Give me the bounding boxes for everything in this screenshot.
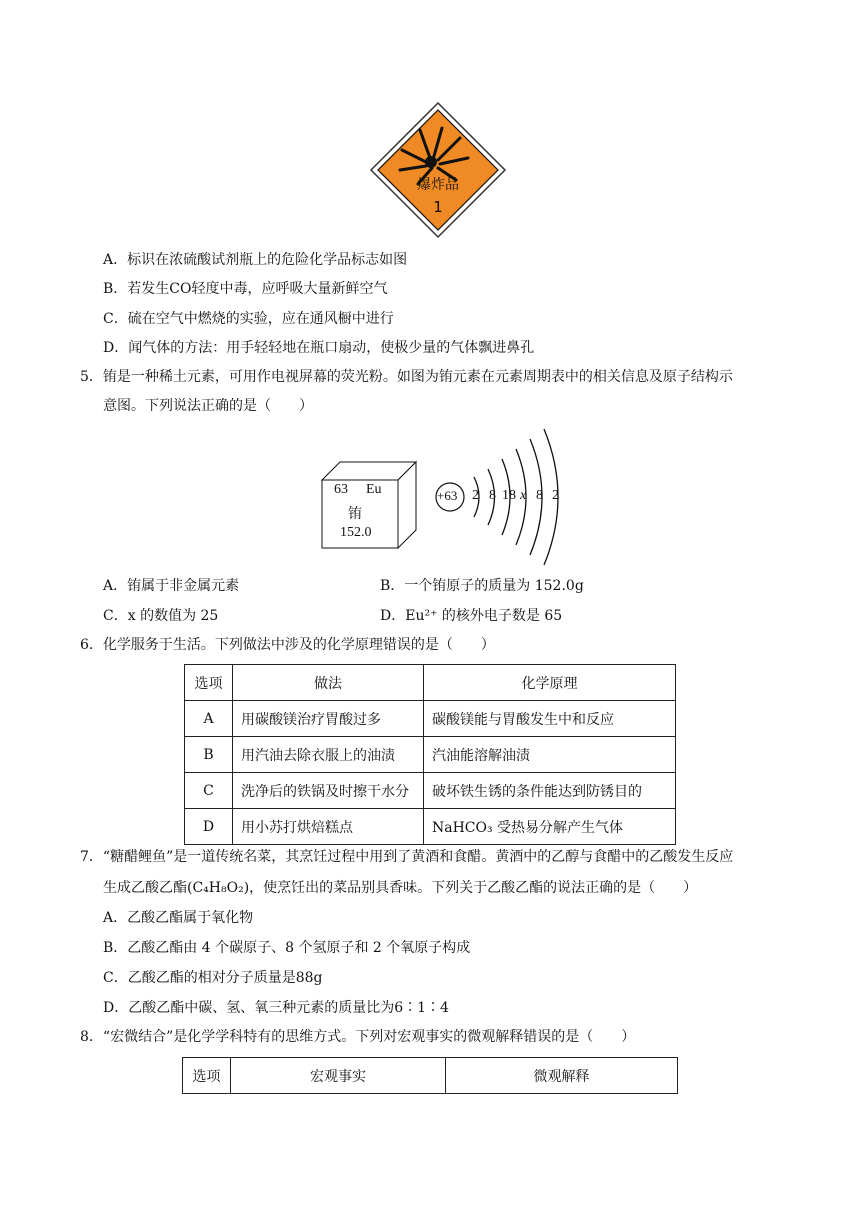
table-header-cell: 选项	[183, 1058, 231, 1094]
table-cell: C	[185, 773, 233, 809]
q7-option-c: C．乙酸乙酯的相对分子质量是88g	[103, 970, 323, 986]
q5-option-c: C．x 的数值为 25	[103, 608, 219, 624]
table-header-cell: 宏观事实	[231, 1058, 446, 1094]
q7-option-a: A．乙酸乙酯属于氧化物	[103, 910, 254, 926]
table-header-cell: 选项	[185, 665, 233, 701]
q5-stem-line1: 5．铕是一种稀土元素，可用作电视屏幕的荧光粉。如图为铕元素在元素周期表中的相关信息及原子结构示	[80, 369, 733, 385]
hazard-sign	[368, 100, 508, 240]
q7-stem-line1: 7．“糖醋鲤鱼”是一道传统名菜，其烹饪过程中用到了黄酒和食醋。黄酒中的乙醇与食醋中的乙酸发生反应	[80, 849, 734, 865]
table-cell: B	[185, 737, 233, 773]
table-row	[185, 701, 676, 737]
table-cell: 用碳酸镁治疗胃酸过多	[233, 701, 424, 737]
q4-option-a: A．标识在浓硫酸试剂瓶上的危险化学品标志如图	[103, 252, 408, 268]
hazard-number: 1	[433, 198, 443, 216]
element-symbol: Eu	[366, 482, 382, 497]
table-cell: 用汽油去除衣服上的油渍	[233, 737, 424, 773]
table-header-row	[185, 665, 676, 701]
explosive-hazard-icon	[368, 100, 508, 240]
q5-stem-line2: 意图。下列说法正确的是（ ）	[103, 398, 313, 414]
q7-option-d: D．乙酸乙酯中碳、氢、氧三种元素的质量比为6∶1∶4	[103, 1000, 449, 1016]
table-row	[185, 809, 676, 845]
atom-nucleus: +63	[437, 488, 458, 503]
q5-option-b: B．一个铕原子的质量为 152.0g	[380, 578, 584, 594]
q7-option-b: B．乙酸乙酯由 4 个碳原子、8 个氢原子和 2 个氧原子构成	[103, 940, 471, 956]
table-cell: 洗净后的铁锅及时擦干水分	[233, 773, 424, 809]
shell-3: 18	[502, 488, 516, 503]
q8-stem: 8．“宏微结合”是化学学科特有的思维方式。下列对宏观事实的微观解释错误的是（ ）	[80, 1029, 636, 1045]
table-cell: A	[185, 701, 233, 737]
table-cell: 汽油能溶解油渍	[424, 737, 676, 773]
q7-stem-line2: 生成乙酸乙酯(C₄H₈O₂)，使烹饪出的菜品别具香味。下列关于乙酸乙酯的说法正确的是（ ）	[103, 880, 698, 896]
q8-table	[182, 1057, 678, 1094]
element-cube	[320, 460, 420, 550]
element-mass: 152.0	[340, 525, 372, 540]
q5-option-d: D．Eu²⁺ 的核外电子数是 65	[380, 608, 563, 624]
atom-structure	[432, 425, 572, 570]
table-cell: 用小苏打烘焙糕点	[233, 809, 424, 845]
q6-table	[184, 664, 676, 845]
q4-option-d: D．闻气体的方法：用手轻轻地在瓶口扇动，使极少量的气体飘进鼻孔	[103, 340, 535, 356]
table-cell: NaHCO₃ 受热易分解产生气体	[424, 809, 676, 845]
table-row	[185, 773, 676, 809]
q6-stem: 6．化学服务于生活。下列做法中涉及的化学原理错误的是（ ）	[80, 637, 495, 653]
element-atomic-number: 63	[334, 482, 348, 497]
table-header-cell: 做法	[233, 665, 424, 701]
table-cell: D	[185, 809, 233, 845]
hazard-label: 爆炸品	[417, 177, 459, 193]
table-cell: 碳酸镁能与胃酸发生中和反应	[424, 701, 676, 737]
q5-options-row1	[103, 576, 703, 596]
q5-options-row2	[103, 606, 703, 626]
shell-6: 2	[552, 488, 559, 503]
shell-5: 8	[536, 488, 543, 503]
shell-2: 8	[489, 488, 496, 503]
q5-option-a: A．铕属于非金属元素	[103, 578, 240, 594]
shell-4: x	[520, 488, 527, 503]
q4-option-c: C．硫在空气中燃烧的实验，应在通风橱中进行	[103, 311, 394, 327]
q4-option-b: B．若发生CO轻度中毒，应呼吸大量新鲜空气	[103, 281, 388, 297]
element-name: 铕	[348, 506, 362, 522]
shell-1: 2	[472, 488, 479, 503]
table-header-row	[183, 1058, 678, 1094]
table-header-cell: 微观解释	[446, 1058, 678, 1094]
table-cell: 破坏铁生锈的条件能达到防锈目的	[424, 773, 676, 809]
table-row	[185, 737, 676, 773]
table-header-cell: 化学原理	[424, 665, 676, 701]
